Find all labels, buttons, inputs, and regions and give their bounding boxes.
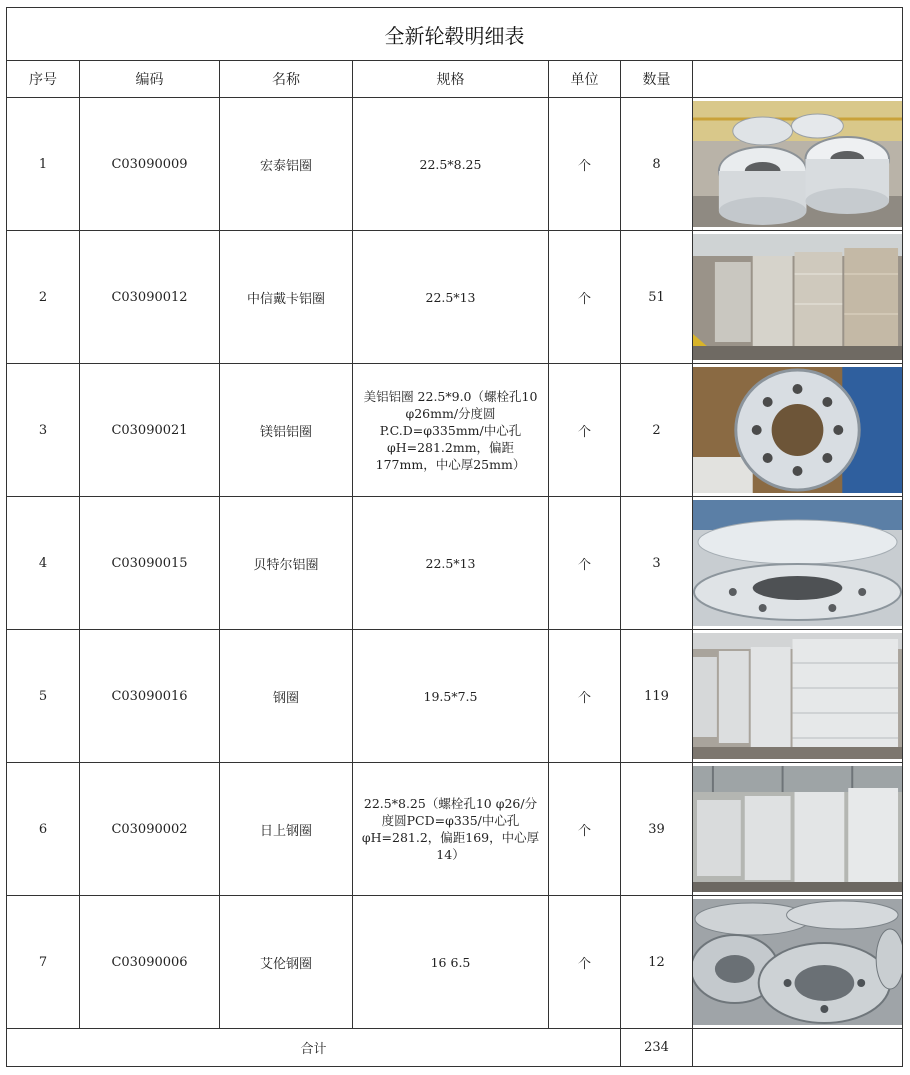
row-no: 2 (7, 231, 80, 364)
wheel-detail-table (6, 7, 903, 1067)
row-no: 7 (7, 896, 80, 1029)
row-qty: 39 (621, 763, 693, 896)
row-photo-cell (693, 231, 903, 364)
total-empty-cell (693, 1029, 903, 1067)
row-name: 宏泰铝圈 (220, 98, 353, 231)
row-code: C03090006 (80, 896, 220, 1029)
row-unit: 个 (549, 896, 621, 1029)
header-row (7, 61, 903, 98)
row-photo-cell (693, 364, 903, 497)
wrapped-wheel-pallets-photo (693, 234, 902, 360)
row-name: 中信戴卡铝圈 (220, 231, 353, 364)
row-no: 3 (7, 364, 80, 497)
header-spec: 规格 (353, 61, 549, 98)
aluminum-wheels-stacked-photo (693, 101, 902, 227)
row-unit: 个 (549, 763, 621, 896)
row-name: 贝特尔铝圈 (220, 497, 353, 630)
row-photo-cell (693, 98, 903, 231)
row-code: C03090016 (80, 630, 220, 763)
row-qty: 2 (621, 364, 693, 497)
row-code: C03090015 (80, 497, 220, 630)
row-unit: 个 (549, 98, 621, 231)
row-code: C03090009 (80, 98, 220, 231)
table-row (7, 497, 903, 630)
row-unit: 个 (549, 630, 621, 763)
header-code: 编码 (80, 61, 220, 98)
table-row (7, 763, 903, 896)
row-unit: 个 (549, 364, 621, 497)
row-spec: 22.5*13 (353, 497, 549, 630)
wheel-detail-sheet (6, 7, 902, 1067)
table-row (7, 630, 903, 763)
total-qty: 234 (621, 1029, 693, 1067)
row-code: C03090012 (80, 231, 220, 364)
row-qty: 119 (621, 630, 693, 763)
row-no: 1 (7, 98, 80, 231)
steel-wheels-closeup-photo (693, 899, 902, 1025)
row-photo-cell (693, 896, 903, 1029)
steel-wheel-stacks-photo (693, 633, 902, 759)
row-spec: 22.5*13 (353, 231, 549, 364)
total-row (7, 1029, 903, 1067)
row-name: 镁铝铝圈 (220, 364, 353, 497)
row-qty: 51 (621, 231, 693, 364)
row-photo-cell (693, 763, 903, 896)
header-name: 名称 (220, 61, 353, 98)
table-title: 全新轮毂明细表 (7, 8, 903, 61)
row-unit: 个 (549, 231, 621, 364)
row-spec: 16 6.5 (353, 896, 549, 1029)
row-name: 钢圈 (220, 630, 353, 763)
row-code: C03090002 (80, 763, 220, 896)
header-unit: 单位 (549, 61, 621, 98)
flat-wrapped-wheel-photo (693, 500, 902, 626)
table-row (7, 98, 903, 231)
polished-aluminum-wheel-photo (693, 367, 902, 493)
row-code: C03090021 (80, 364, 220, 497)
row-name: 日上钢圈 (220, 763, 353, 896)
row-spec: 22.5*8.25（螺栓孔10 φ26/分度圆PCD=φ335/中心孔φH=281.2，偏距169，中心厚14） (353, 763, 549, 896)
row-name: 艾伦钢圈 (220, 896, 353, 1029)
row-no: 6 (7, 763, 80, 896)
row-spec: 美铝铝圈 22.5*9.0（螺栓孔10 φ26mm/分度圆P.C.D=φ335mm/中心孔φH=281.2mm，偏距177mm，中心厚25mm） (353, 364, 549, 497)
row-no: 5 (7, 630, 80, 763)
row-spec: 22.5*8.25 (353, 98, 549, 231)
row-photo-cell (693, 630, 903, 763)
table-row (7, 231, 903, 364)
header-photo (693, 61, 903, 98)
row-no: 4 (7, 497, 80, 630)
table-row (7, 896, 903, 1029)
table-row (7, 364, 903, 497)
header-qty: 数量 (621, 61, 693, 98)
total-label: 合计 (7, 1029, 621, 1067)
row-photo-cell (693, 497, 903, 630)
warehouse-steel-wheels-photo (693, 766, 902, 892)
header-no: 序号 (7, 61, 80, 98)
row-qty: 3 (621, 497, 693, 630)
row-qty: 12 (621, 896, 693, 1029)
row-qty: 8 (621, 98, 693, 231)
row-unit: 个 (549, 497, 621, 630)
row-spec: 19.5*7.5 (353, 630, 549, 763)
